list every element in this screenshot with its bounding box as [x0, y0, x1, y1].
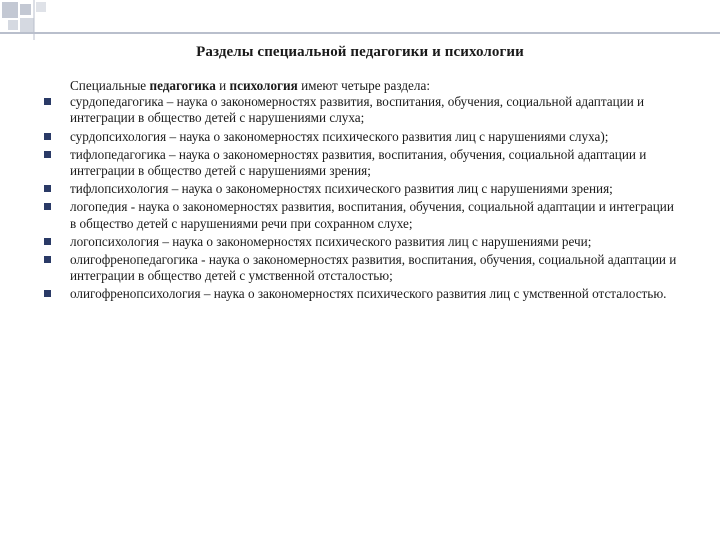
list-item-text: сурдопедагогика – наука о закономерностях развития, воспитания, обучения, социальной адаптации и интеграции в общество детей с нарушениями слуха; [70, 94, 645, 126]
list-item [40, 286, 680, 302]
square-bullet-icon [44, 151, 51, 158]
list-item [40, 147, 680, 179]
list-item [40, 94, 680, 126]
list-item [40, 252, 680, 284]
square-bullet-icon [44, 203, 51, 210]
square-bullet-icon [44, 256, 51, 263]
intro-suffix: имеют четыре раздела: [297, 78, 431, 93]
intro-strong-psychology: психология [229, 78, 298, 93]
list-item-text: логопедия - наука о закономерностях развития, воспитания, обучения, социальной адаптации и интеграции в общество детей с нарушениями речи при сохранном слухе; [70, 199, 674, 231]
list-item [40, 181, 680, 197]
intro-line [40, 78, 680, 94]
list-item-text: тифлопедагогика – наука о закономерностях развития, воспитания, обучения, социальной адаптации и интеграции в общество детей с нарушениями зрения; [70, 146, 647, 179]
list-item-text: тифлопсихология – наука о закономерностях психического развития лиц с нарушениями зрения; [70, 181, 613, 197]
slide-content [40, 78, 680, 305]
square-bullet-icon [44, 98, 51, 105]
intro-middle: и [215, 78, 230, 93]
list-item [40, 199, 680, 231]
square-bullet-icon [44, 185, 51, 192]
list-item-text: олигофренопедагогика - наука о закономерностях развития, воспитания, обучения, социальной адаптации и интеграции в общество детей с умственной отсталостью; [70, 252, 677, 284]
intro-strong-pedagogy: педагогика [149, 78, 216, 93]
intro-prefix: Специальные [70, 78, 150, 93]
list-item-text: олигофренопсихология – наука о закономерностях психического развития лиц с умственной отсталостью. [70, 286, 667, 302]
square-bullet-icon [44, 133, 51, 140]
corner-decoration [0, 0, 720, 40]
square-bullet-icon [44, 290, 51, 297]
list-item-text: сурдопсихология – наука о закономерностях психического развития лиц с нарушениями слуха); [70, 128, 609, 144]
list-item-text: логопсихология – наука о закономерностях психического развития лиц с нарушениями речи; [70, 233, 592, 249]
list-item [40, 129, 680, 145]
list-item [40, 234, 680, 250]
sections-list [40, 94, 680, 302]
square-bullet-icon [44, 238, 51, 245]
slide-title: Разделы специальной педагогики и психологии [196, 44, 524, 60]
